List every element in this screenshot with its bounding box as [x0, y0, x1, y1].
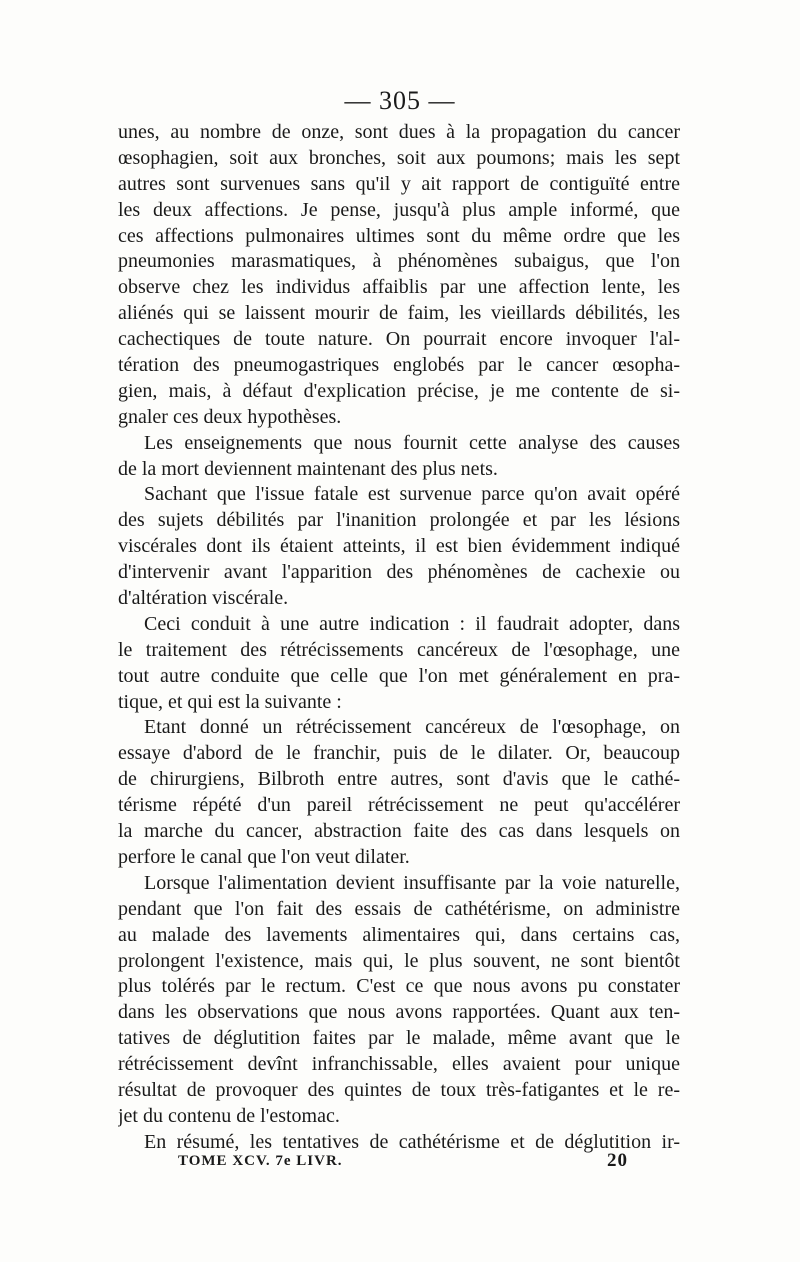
- text-line: des sujets débilités par l'inanition prolongée et par les lésions: [118, 509, 680, 532]
- body-text: [118, 120, 680, 1156]
- text-line: au malade des lavements alimentaires qui, dans certains cas,: [118, 923, 680, 946]
- text-line: viscérales dont ils étaient atteints, il est bien évidemment indiqué: [118, 535, 680, 558]
- text-line: tout autre conduite que celle que l'on met généralement en pra-: [118, 664, 680, 687]
- text-line: d'intervenir avant l'apparition des phénomènes de cachexie ou: [118, 561, 680, 584]
- text-line: œsophagien, soit aux bronches, soit aux poumons; mais les sept: [118, 146, 680, 169]
- text-line: prolongent l'existence, mais qui, le plus souvent, ne sont bientôt: [118, 949, 680, 972]
- text-line: jet du contenu de l'estomac.: [118, 1104, 340, 1127]
- text-line: plus tolérés par le rectum. C'est ce que nous avons pu constater: [118, 975, 680, 998]
- text-line: autres sont survenues sans qu'il y ait rapport de contiguïté entre: [118, 172, 680, 195]
- text-line: pendant que l'on fait des essais de cathétérisme, on administre: [118, 897, 680, 920]
- text-line: rétrécissement devînt infranchissable, elles avaient pour unique: [118, 1053, 680, 1076]
- text-line: Sachant que l'issue fatale est survenue parce qu'on avait opéré: [144, 483, 680, 506]
- text-line: le traitement des rétrécissements cancéreux de l'œsophage, une: [118, 638, 680, 661]
- text-line: aliénés qui se laissent mourir de faim, les vieillards débilités, les: [118, 302, 680, 325]
- sheet-number: 20: [607, 1150, 628, 1171]
- text-line: perfore le canal que l'on veut dilater.: [118, 845, 410, 868]
- text-line: gnaler ces deux hypothèses.: [118, 405, 342, 428]
- text-line: résultat de provoquer des quintes de toux très-fatigantes et le re-: [118, 1078, 680, 1101]
- text-line: En résumé, les tentatives de cathétérisme et de déglutition ir-: [144, 1130, 680, 1153]
- signature-mark: TOME XCV. 7e LIVR.: [178, 1153, 343, 1169]
- text-line: la marche du cancer, abstraction faite des cas dans lesquels on: [118, 820, 680, 843]
- text-line: les deux affections. Je pense, jusqu'à plus ample informé, que: [118, 198, 680, 221]
- text-line: d'altération viscérale.: [118, 587, 289, 610]
- text-line: Lorsque l'alimentation devient insuffisante par la voie naturelle,: [144, 871, 680, 894]
- text-line: de la mort deviennent maintenant des plus nets.: [118, 457, 498, 480]
- text-line: cachectiques de toute nature. On pourrait encore invoquer l'al-: [118, 328, 680, 351]
- text-line: Ceci conduit à une autre indication : il faudrait adopter, dans: [144, 612, 680, 635]
- text-line: observe chez les individus affaiblis par une affection lente, les: [118, 276, 680, 299]
- text-line: tatives de déglutition faites par le malade, même avant que le: [118, 1027, 680, 1050]
- text-line: ces affections pulmonaires ultimes sont du même ordre que les: [118, 224, 680, 247]
- text-line: dans les observations que nous avons rapportées. Quant aux ten-: [118, 1001, 680, 1024]
- text-line: tique, et qui est la suivante :: [118, 690, 342, 713]
- text-line: de chirurgiens, Bilbroth entre autres, sont d'avis que le cathé-: [118, 768, 680, 791]
- text-line: unes, au nombre de onze, sont dues à la propagation du cancer: [118, 121, 680, 143]
- text-line: tération des pneumogastriques englobés par le cancer œsopha-: [118, 354, 680, 377]
- text-line: essaye d'abord de le franchir, puis de le dilater. Or, beaucoup: [118, 742, 680, 765]
- text-line: gien, mais, à défaut d'explication précise, je me contente de si-: [118, 379, 680, 402]
- text-line: Etant donné un rétrécissement cancéreux de l'œsophage, on: [144, 716, 680, 739]
- text-line: térisme répété d'un pareil rétrécissement ne peut qu'accélérer: [118, 794, 680, 817]
- text-line: Les enseignements que nous fournit cette analyse des causes: [144, 431, 680, 454]
- text-line: pneumonies marasmatiques, à phénomènes subaigus, que l'on: [118, 250, 680, 273]
- page-number: — 305 —: [344, 86, 456, 115]
